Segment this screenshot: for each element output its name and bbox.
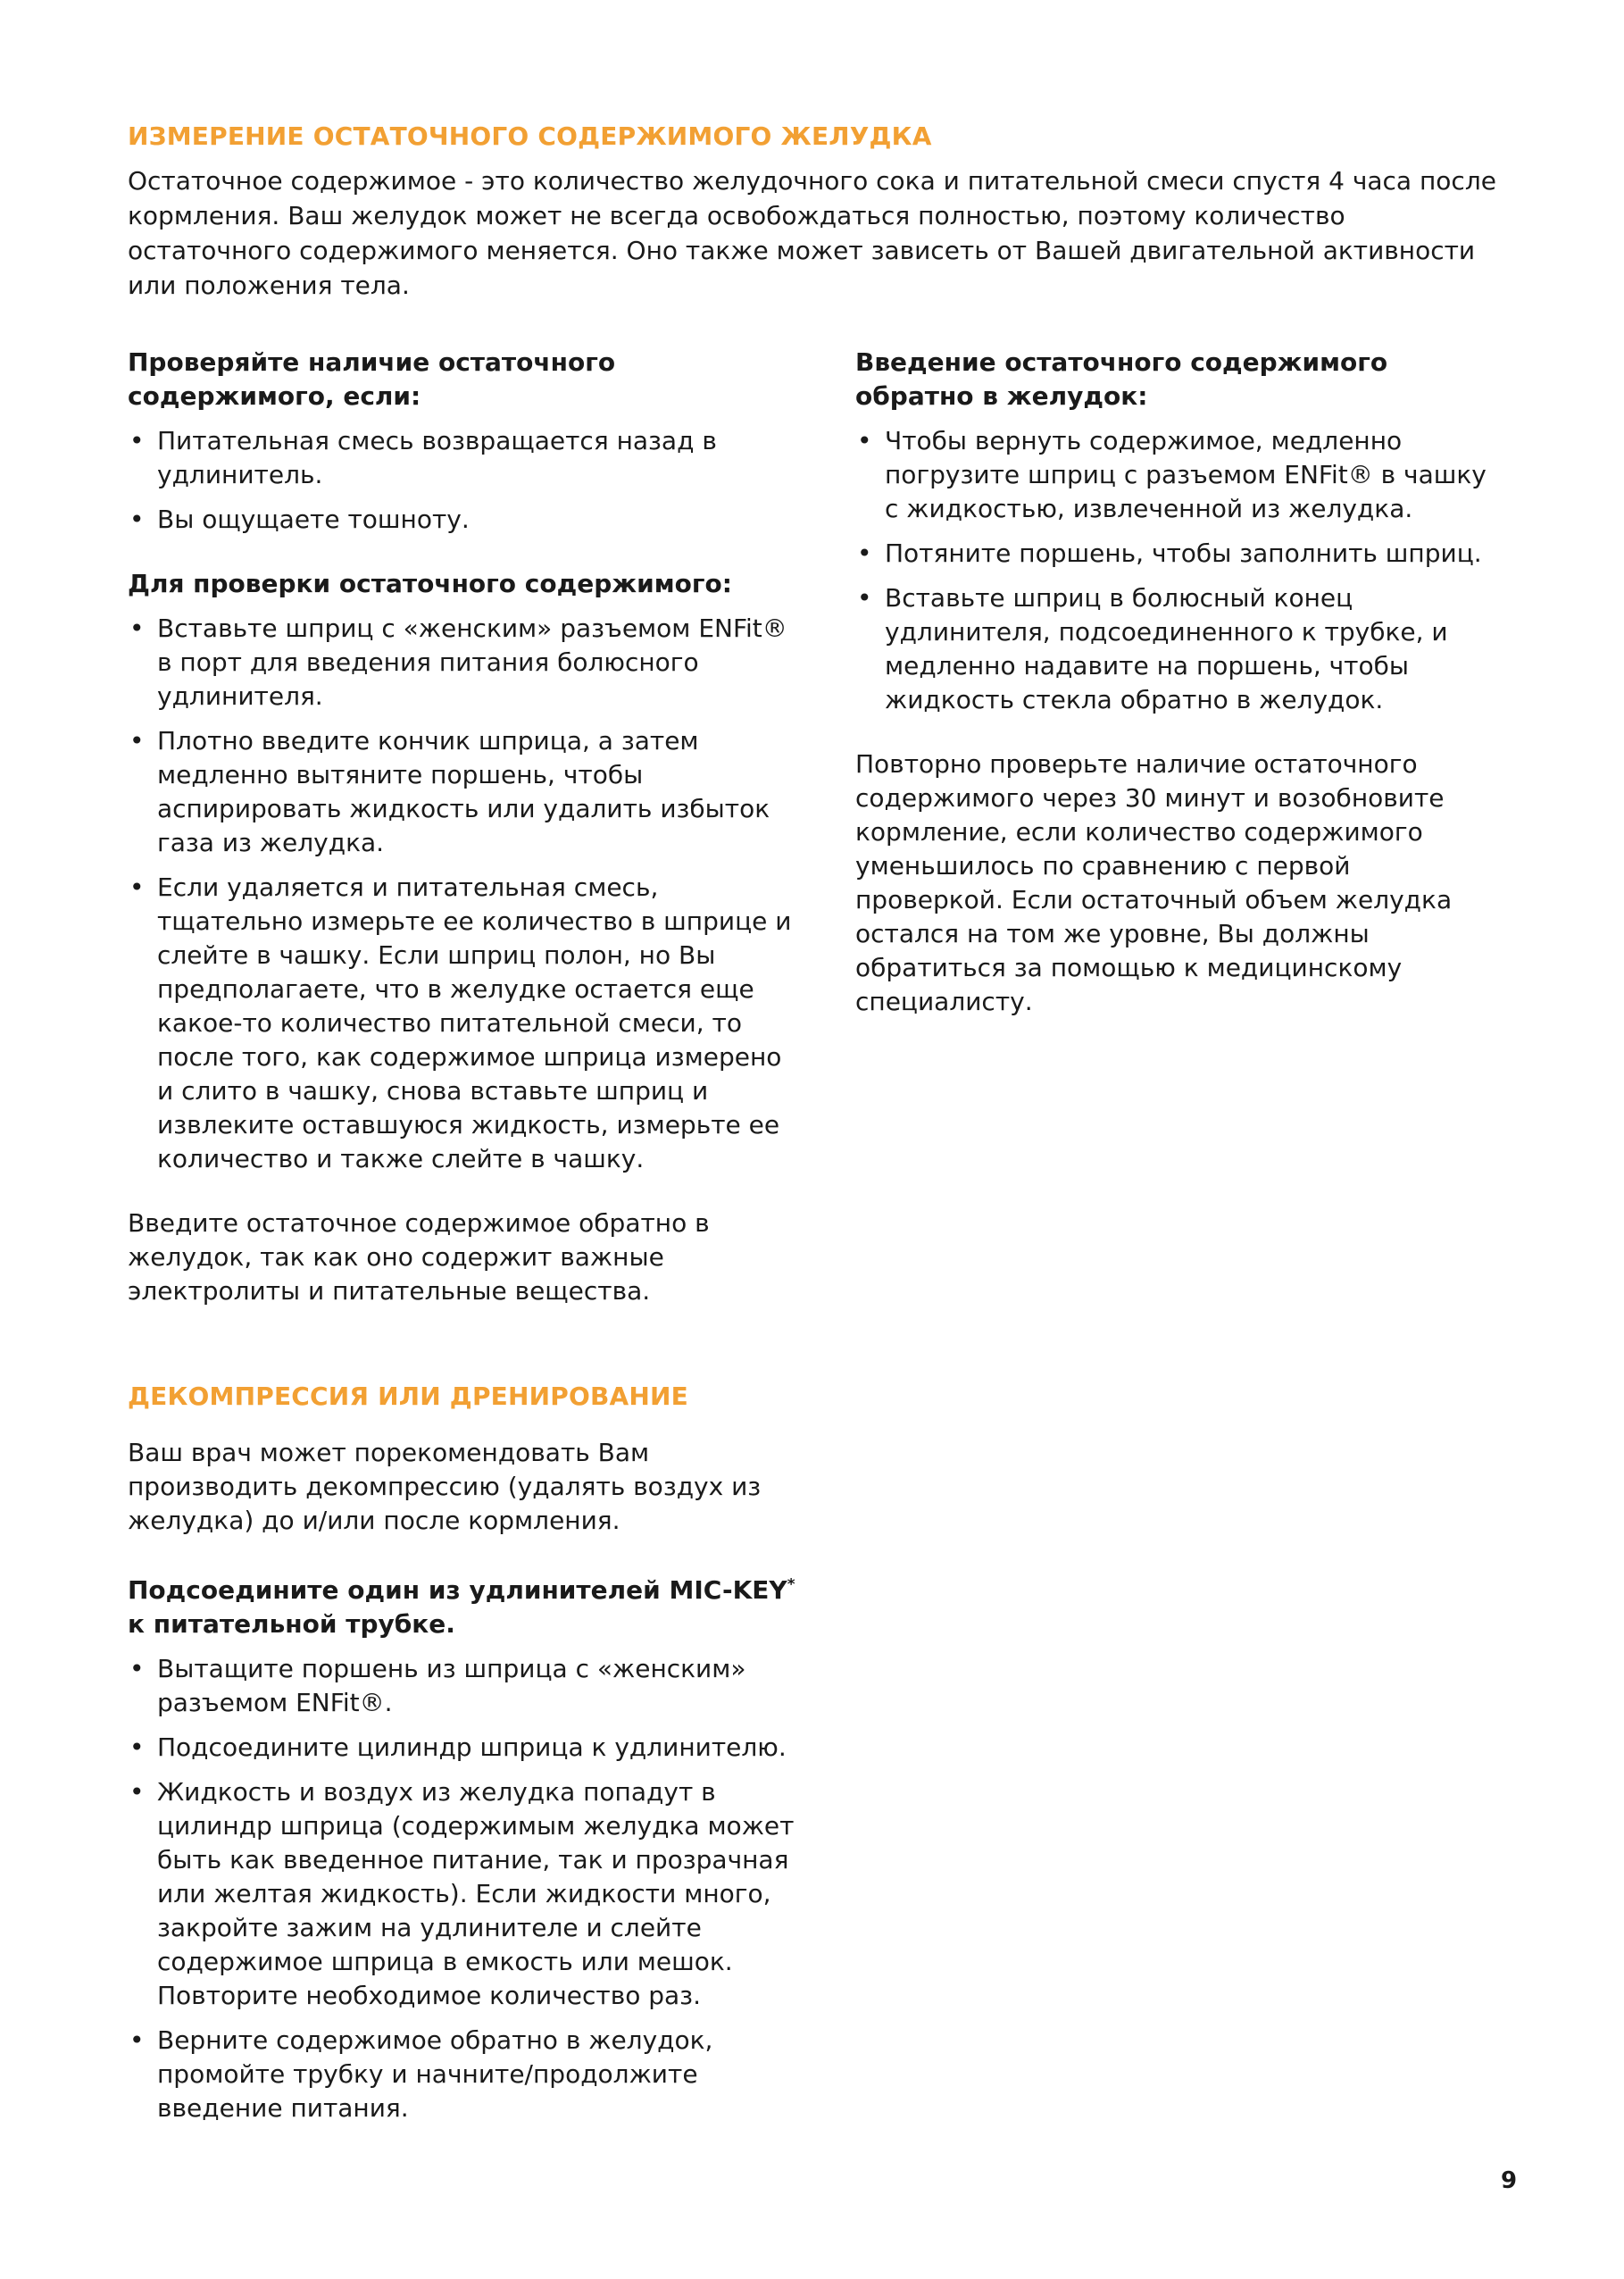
- decompression-block: [128, 1382, 797, 2125]
- list-item: • Вставьте шприц с «женским» разъемом ENFit® в порт для введения питания болюсного удлинителя.: [128, 612, 797, 714]
- section-title-residual: ИЗМЕРЕНИЕ ОСТАТОЧНОГО СОДЕРЖИМОГО ЖЕЛУДКА: [128, 121, 932, 151]
- connect-list: [128, 1652, 797, 2125]
- list-item: • Верните содержимое обратно в желудок, промойте трубку и начните/продолжите введение питания.: [128, 2024, 797, 2125]
- list-item: • Потяните поршень, чтобы заполнить шприц.: [855, 537, 1503, 571]
- list-item: • Питательная смесь возвращается назад в удлинитель.: [128, 424, 797, 492]
- return-note: Введите остаточное содержимое обратно в желудок, так как оно содержит важные электролиты и питательные вещества.: [128, 1208, 710, 1306]
- check-if-heading: Проверяйте наличие остаточного содержимого, если:: [128, 347, 616, 411]
- how-to-check-heading: Для проверки остаточного содержимого:: [128, 569, 732, 598]
- list-item: • Плотно введите кончик шприца, а затем медленно вытяните поршень, чтобы аспирировать жидкость или удалить избыток газа из желудка.: [128, 724, 797, 860]
- return-back-list: [855, 424, 1503, 717]
- page-number: 9: [1501, 2167, 1518, 2194]
- list-item: • Вы ощущаете тошноту.: [128, 503, 797, 537]
- how-to-check-list: [128, 612, 797, 1176]
- decompression-intro: Ваш врач может порекомендовать Вам производить декомпрессию (удалять воздух из желудка) до и/или после кормления.: [128, 1438, 762, 1535]
- list-item: • Вытащите поршень из шприца с «женским» разъемом ENFit®.: [128, 1652, 797, 1720]
- two-column-block: [128, 346, 1503, 1308]
- check-if-list: [128, 424, 797, 537]
- section-title-decompression: ДЕКОМПРЕССИЯ ИЛИ ДРЕНИРОВАНИЕ: [128, 1382, 688, 1411]
- recheck-note: Повторно проверьте наличие остаточного содержимого через 30 минут и возобновите кормление, если количество содержимого уменьшилось по сравнению с первой проверкой. Если остаточный объем желудка остался на том же уровне, Вы должны обратиться за помощью к медицинскому специалисту.: [855, 749, 1453, 1016]
- list-item: • Если удаляется и питательная смесь, тщательно измерьте ее количество в шприце и слейте в чашку. Если шприц полон, но Вы предполагаете, что в желудке остается еще какое-то количество питательной смеси, то после того, как содержимое шприца измерено и слито в чашку, снова вставьте шприц и извлеките оставшуюся жидкость, измерьте ее количество и также слейте в чашку.: [128, 871, 797, 1176]
- right-column: [855, 346, 1503, 1308]
- list-item: • Жидкость и воздух из желудка попадут в цилиндр шприца (содержимым желудка может быть как введенное питание, так и прозрачная или желтая жидкость). Если жидкости много, закройте зажим на удлинителе и слейте содержимое шприца в емкость или мешок. Повторите необходимое количество раз.: [128, 1775, 797, 2013]
- left-column: [128, 346, 797, 1308]
- residual-intro: Остаточное содержимое - это количество желудочного сока и питательной смеси спустя 4 часа после кормления. Ваш желудок может не всегда освобождаться полностью, поэтому количество остаточного содержимого меняется. Оно также может зависеть от Вашей двигательной активности или положения тела.: [128, 166, 1496, 300]
- list-item: • Подсоедините цилиндр шприца к удлинителю.: [128, 1731, 797, 1765]
- list-item: • Вставьте шприц в болюсный конец удлинителя, подсоединенного к трубке, и медленно надавите на поршень, чтобы жидкость стекла обратно в желудок.: [855, 581, 1503, 717]
- list-item: • Чтобы вернуть содержимое, медленно погрузите шприц с разъемом ENFit® в чашку с жидкостью, извлеченной из желудка.: [855, 424, 1503, 526]
- connect-heading: Подсоедините один из удлинителей MIC-KEY* к питательной трубке.: [128, 1574, 795, 1639]
- return-back-heading: Введение остаточного содержимого обратно в желудок:: [855, 347, 1388, 411]
- document-page: [128, 121, 1503, 2136]
